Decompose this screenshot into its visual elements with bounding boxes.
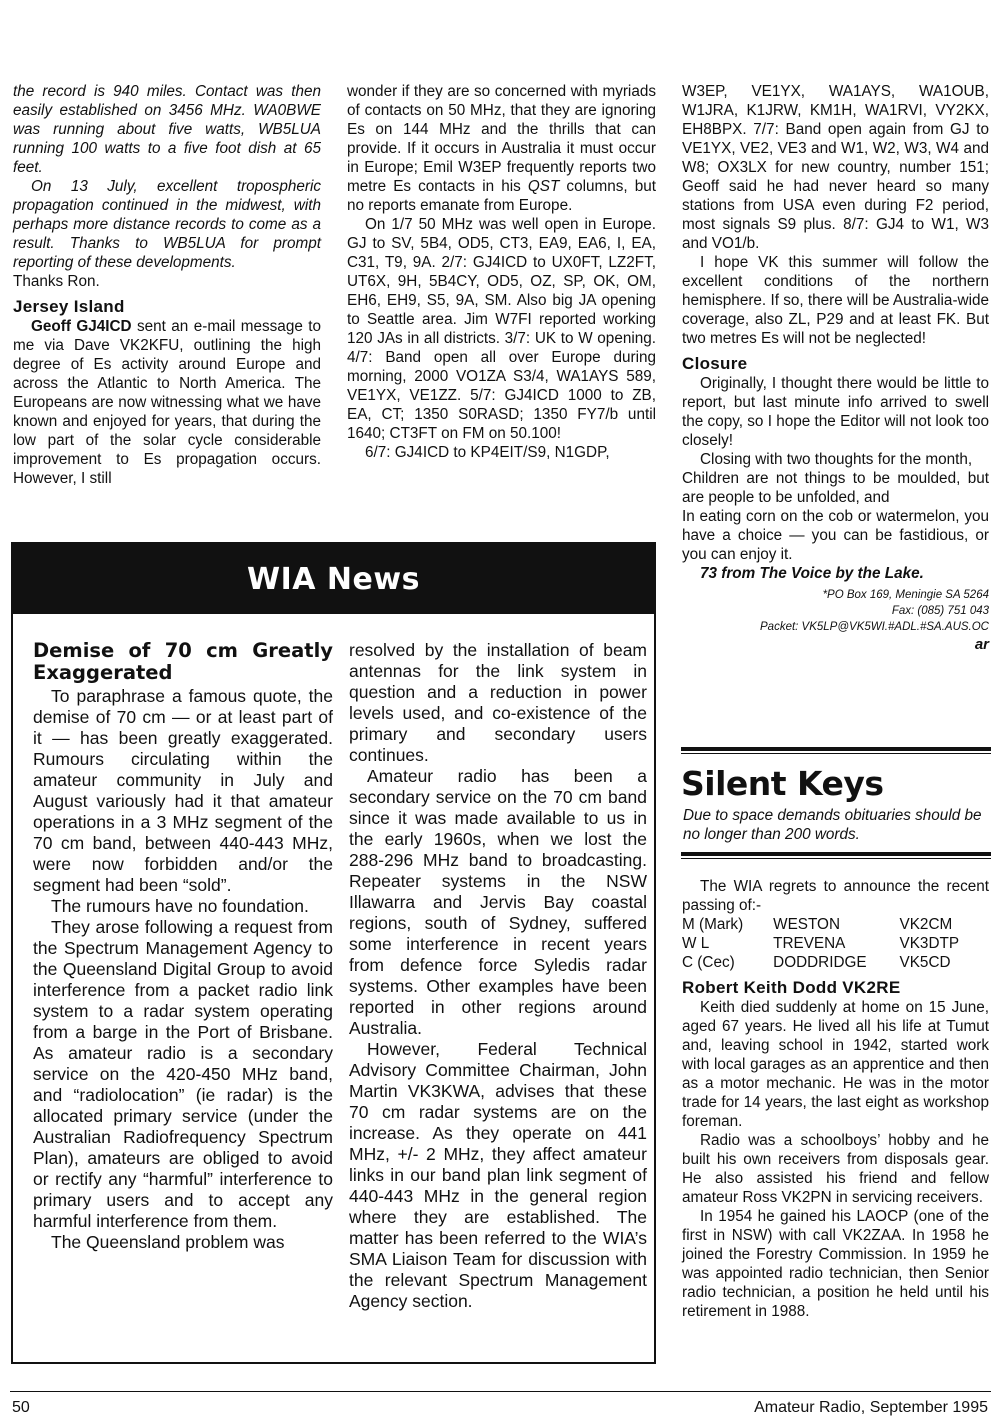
col1-para-3-text: sent an e-mail message to me via Dave VK2KFU, outlining the high degree of Es activity around Europe and across the Atlantic to North America. The Europeans are now witnessing what we have known and enjoyed for years, that during the low part of the solar cycle considerable improvement to Es propagation occurs. However, I still <box>13 318 321 487</box>
obituary-para-3: In 1954 he gained his LAOCP (one of the first in NSW) with call VK2ZAA. In 1958 he joined the Forestry Commission. In 1959 he was appointed radio technician, then Senior radio technician, a position he held until his retirement in 1988. <box>682 1208 989 1320</box>
passing-callsign: VK3DTP <box>899 935 960 952</box>
col3-para-2: I hope VK this summer will follow the excellent conditions of the northern hemisphere. If so, there will be Australia-wide coverage, also ZL, P29 and at least FK. But two metres Es will not be neglected! <box>682 254 989 347</box>
wia-column-2 <box>349 640 647 1312</box>
col2-para-3: 6/7: GJ4ICD to KP4EIT/S9, N1GDP, <box>365 444 610 461</box>
col1-thanks: Thanks Ron. <box>13 273 100 290</box>
col3-para-6: In eating corn on the cob or watermelon, you have a choice — you can be fastidious, or you can enjoy it. <box>682 508 989 563</box>
wia-para-7: However, Federal Technical Advisory Committee Chairman, John Martin VK3KWA, advises that these 70 cm radar systems are on the increase. As they operate on 441 MHz, +/- 2 MHz, they affect amateur links in our band plan link segment of 440-443 MHz in the general region where they are established. The matter has been referred to the WIA’s SMA Liaison Team for discussion with the relevant Spectrum Management Agency section. <box>349 1039 647 1311</box>
col2-para-1 <box>347 82 656 215</box>
wia-column-1 <box>33 640 333 1253</box>
passing-callsign: VK2CM <box>899 916 953 933</box>
wia-news-box <box>11 542 656 1364</box>
obituary-para-2: Radio was a schoolboys’ hobby and he built his own receivers from disposals gear. He also assisted his friend and fellow amateur Ross VK2PN in servicing receivers. <box>682 1132 989 1206</box>
wia-news-header: WIA News <box>13 544 654 614</box>
column-3 <box>682 82 989 654</box>
address-packet: Packet: VK5LP@VK5WI.#ADL.#SA.AUS.OC <box>760 621 989 633</box>
passing-surname: DODDRIDGE <box>773 954 867 971</box>
silent-keys-title: Silent Keys <box>681 764 884 803</box>
silent-keys-bottom-rule <box>681 852 991 856</box>
passing-list <box>682 915 989 972</box>
address-po-box: *PO Box 169, Meningie SA 5264 <box>822 589 989 601</box>
passing-given-name: W L <box>682 935 710 952</box>
wia-para-3: They arose following a request from the Spectrum Management Agency to the Queensland Digital Group to avoid interference from a packet radio link system to a radar system operating from a barge in the Port of Brisbane. As amateur radio is a secondary service on the 420-450 MHz band, and “radiolocation” (ie radar) is the allocated primary service (under the Australian Radiofrequency Spectrum Plan), amateurs are obliged to avoid or rectify any “harmful” interference to primary users and to accept any harmful interference from them. <box>33 917 333 1231</box>
silent-keys-body <box>682 877 989 1321</box>
end-mark: ar <box>974 636 989 653</box>
silent-keys-top-rule <box>681 747 991 751</box>
passing-row <box>682 915 989 934</box>
silent-keys-bottom-rule-thin <box>681 858 991 859</box>
column-2 <box>347 82 656 462</box>
qst-title: QST <box>527 178 560 195</box>
silent-keys-top-rule-thin <box>681 753 991 754</box>
col1-lead-callsign: Geoff GJ4ICD <box>31 318 132 335</box>
passing-callsign: VK5CD <box>899 954 951 971</box>
wia-para-2: The rumours have no foundation. <box>51 896 309 916</box>
wia-para-1: To paraphrase a famous quote, the demise of 70 cm — or at least part of it — has been greatly exaggerated. Rumours circulating within the amateur community in July and August variously had it that amateur operations in a 3 MHz segment of the 70 cm band, between 440-443 MHz, were now forbidden and/or the segment had been “sold”. <box>33 686 333 895</box>
wia-para-4: The Queensland problem was <box>51 1232 285 1252</box>
signoff: 73 from The Voice by the Lake. <box>700 565 924 582</box>
col2-para-1a: wonder if they are so concerned with myriads of contacts on 50 MHz, that they are ignoring Es on 144 MHz and the thrills that can provide. If it occurs in Australia it must occur in Europe; Emil W3EP frequently reports two metre Es contacts in his <box>347 83 656 195</box>
col2-para-1b: columns, but no reports emanate from Europe. <box>347 178 656 214</box>
col3-para-5: Children are not things to be moulded, but are people to be unfolded, and <box>682 470 989 506</box>
wia-headline: Demise of 70 cm Greatly Exaggerated <box>33 639 333 684</box>
page-number: 50 <box>12 1399 30 1416</box>
col3-para-4: Closing with two thoughts for the month, <box>700 451 973 468</box>
footer-rule <box>10 1391 991 1392</box>
passing-intro: The WIA regrets to announce the recent passing of:- <box>682 878 989 914</box>
col3-para-1: W3EP, VE1YX, WA1AYS, WA1OUB, W1JRA, K1JRW, KM1H, WA1RVI, VY2KX, EH8BPX. 7/7: Band open again from GJ to VE1YX, VE2, VE3 and W1, W2, W3, W4 and W8; OX3LX for new country, number 151; Geoff said he had never heard so many stations from USA even during F2 period, most signals S9 plus. 8/7: GJ4 to W1, W3 and VO1/b. <box>682 83 989 252</box>
heading-closure: Closure <box>682 354 748 373</box>
wia-para-5: resolved by the installation of beam antennas for the link system in question and a reduction in power levels used, and co-existence of the primary and secondary users continues. <box>349 640 647 765</box>
passing-row <box>682 934 989 953</box>
wia-para-6: Amateur radio has been a secondary service on the 70 cm band since it was made available to us in the early 1960s, when we lost the 288-296 MHz band to broadcasting. Repeater systems in the NSW Illawarra and Jervis Bay coastal regions, south of Sydney, suffered some interference in recent years from defence force Syledis radar systems. Other examples have been reported in other regions around Australia. <box>349 766 647 1038</box>
address-fax: Fax: (085) 751 043 <box>891 605 989 617</box>
magazine-issue: Amateur Radio, September 1995 <box>754 1399 988 1416</box>
col1-para-2: On 13 July, excellent tropospheric propagation continued in the midwest, with perhaps more distance records to come as a result. Thanks to WB5LUA for prompt reporting of these developments. <box>13 178 321 271</box>
col1-para-1: the record is 940 miles. Contact was then easily established on 3456 MHz. WA0BWE was running about five watts, WB5LUA running 100 watts to a five foot dish at 65 feet. <box>13 83 321 176</box>
silent-keys-subtitle: Due to space demands obituaries should be no longer than 200 words. <box>683 807 982 843</box>
col1-para-3 <box>13 317 321 488</box>
column-1 <box>13 82 321 488</box>
passing-given-name: M (Mark) <box>682 916 744 933</box>
passing-row <box>682 953 989 972</box>
passing-surname: WESTON <box>773 916 840 933</box>
obituary-heading: Robert Keith Dodd VK2RE <box>682 978 901 997</box>
col3-para-3: Originally, I thought there would be little to report, but last minute info arrived to swell the copy, so I hope the Editor will not look too closely! <box>682 375 989 449</box>
passing-given-name: C (Cec) <box>682 954 735 971</box>
obituary-para-1: Keith died suddenly at home on 15 June, aged 67 years. He lived all his life at Tumut and, leaving school in 1942, started work with local garages as an apprentice and then as a motor mechanic. He was in the motor trade for 14 years, the last eight as workshop foreman. <box>682 999 989 1130</box>
col2-para-2: On 1/7 50 MHz was well open in Europe. GJ to SV, 5B4, OD5, CT3, EA9, EA6, I, EA, C31, T9, 9A. 2/7: GJ4ICD to UX0FT, LZ2FT, UT6X, 9H, 5B4CY, OD5, OZ, SP, OK, OM, EH6, EH9, S5, 9A, SM. Also big JA opening to Seattle area. Jim W7FI reported working 120 JAs in all districts. 3/7: UK to W opening. 4/7: Band open all over Europe during morning, 2000 VO1ZA S3/4, WA1AYS 589, VE1YX, VE1ZZ. 5/7: GJ4ICD 1000 to ZB, EA, CT; 1350 S0RASD; 1350 FY7/b until 1640; CT3FT on FM on 50.100! <box>347 216 656 442</box>
passing-surname: TREVENA <box>773 935 846 952</box>
heading-jersey-island: Jersey Island <box>13 297 125 316</box>
